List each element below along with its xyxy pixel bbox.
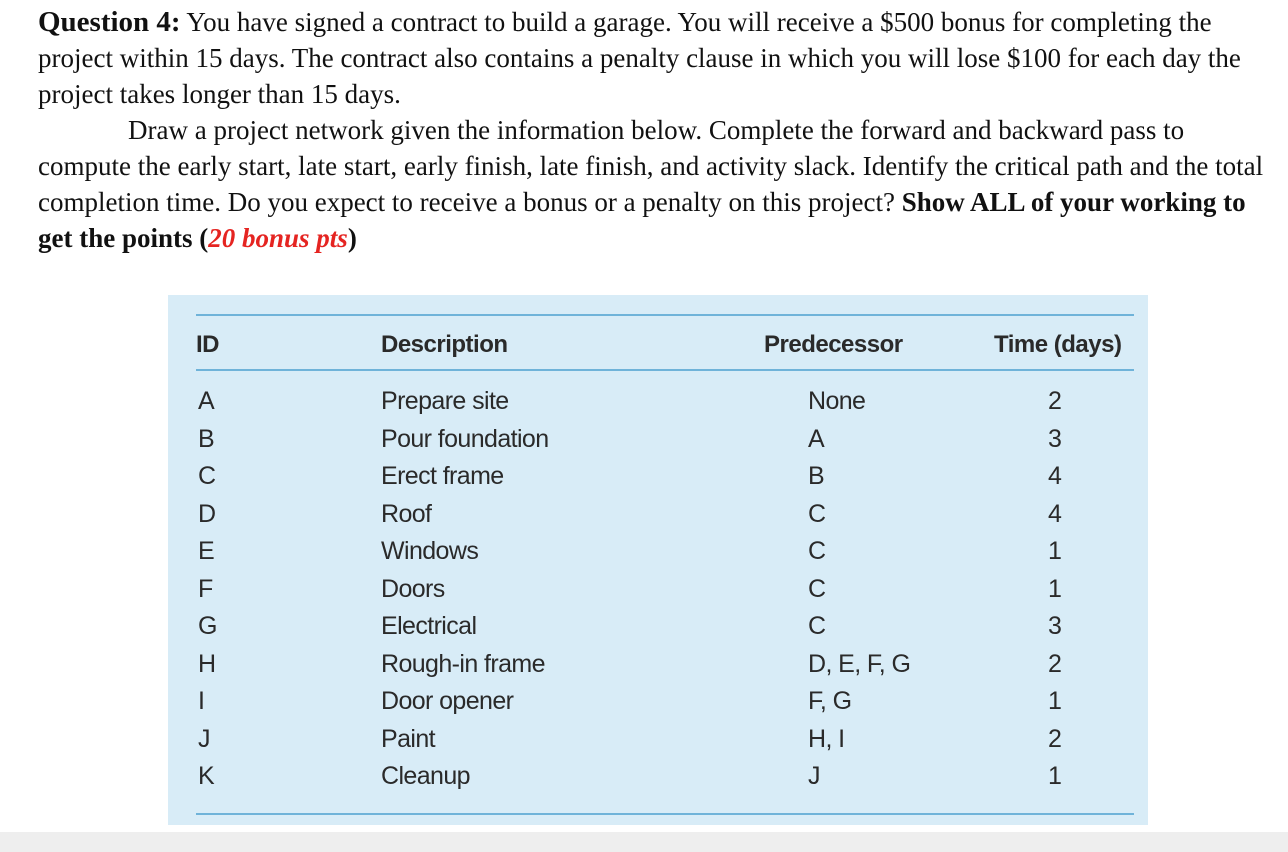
cell-description: Rough-in frame bbox=[381, 649, 545, 678]
cell-id: B bbox=[198, 424, 215, 453]
cell-predecessor: C bbox=[808, 612, 826, 640]
cell-predecessor: H, I bbox=[808, 724, 845, 753]
cell-time: 1 bbox=[1048, 687, 1062, 715]
cell-id: H bbox=[198, 649, 216, 678]
header-time: Time (days) bbox=[994, 331, 1122, 358]
cell-id: A bbox=[198, 387, 215, 415]
table-row bbox=[168, 423, 1148, 461]
table-row bbox=[168, 460, 1148, 498]
cell-predecessor: None bbox=[808, 387, 866, 415]
cell-id: E bbox=[198, 537, 215, 565]
table-row bbox=[168, 610, 1148, 648]
cell-predecessor: C bbox=[808, 574, 826, 603]
cell-description: Cleanup bbox=[381, 762, 470, 790]
cell-predecessor: B bbox=[808, 462, 825, 490]
table-row bbox=[168, 385, 1148, 423]
paren-close: ) bbox=[347, 223, 357, 253]
header-description: Description bbox=[381, 331, 508, 358]
cell-description: Doors bbox=[381, 574, 445, 603]
table-row bbox=[168, 535, 1148, 573]
question-instructions: Draw a project network given the information below. Complete the forward and backward pass to compute the early start, late start, early finish, late finish, and activity slack. Identify the critical path and the total completion time. Do you expect to receive a bonus or a penalty on this project? bbox=[38, 115, 1264, 217]
table-row bbox=[168, 685, 1148, 723]
cell-id: C bbox=[198, 462, 216, 490]
cell-time: 2 bbox=[1048, 649, 1062, 678]
paren-open: ( bbox=[192, 223, 209, 253]
cell-id: I bbox=[198, 687, 205, 715]
cell-predecessor: J bbox=[808, 762, 820, 790]
question-emphasis: Show ALL of your working to get the points bbox=[38, 187, 1246, 253]
question-intro-paragraph bbox=[38, 4, 1268, 112]
cell-id: D bbox=[198, 499, 216, 528]
cell-time: 1 bbox=[1048, 574, 1062, 603]
table-row bbox=[168, 498, 1148, 536]
cell-description: Erect frame bbox=[381, 462, 504, 490]
table-body bbox=[168, 385, 1148, 798]
cell-time: 1 bbox=[1048, 762, 1062, 790]
cell-description: Door opener bbox=[381, 687, 514, 715]
header-id: ID bbox=[196, 331, 219, 358]
cell-predecessor: C bbox=[808, 499, 826, 528]
cell-description: Prepare site bbox=[381, 387, 509, 415]
table-bottom-rule bbox=[196, 813, 1134, 815]
cell-id: K bbox=[198, 762, 215, 790]
cell-time: 3 bbox=[1048, 612, 1062, 640]
cell-description: Windows bbox=[381, 537, 479, 565]
question-label: Question 4: bbox=[38, 6, 181, 38]
cell-time: 1 bbox=[1048, 537, 1062, 565]
table-row bbox=[168, 573, 1148, 611]
table-row bbox=[168, 723, 1148, 761]
cell-time: 2 bbox=[1048, 724, 1062, 753]
question-intro: You have signed a contract to build a garage. You will receive a $500 bonus for completing the project within 15 days. The contract also contains a penalty clause in which you will lose $100 for each day the project takes longer than 15 days. bbox=[38, 7, 1241, 109]
cell-description: Pour foundation bbox=[381, 424, 549, 453]
cell-description: Electrical bbox=[381, 612, 477, 640]
cell-description: Paint bbox=[381, 724, 435, 753]
cell-time: 4 bbox=[1048, 499, 1062, 528]
cell-time: 3 bbox=[1048, 424, 1062, 453]
cell-predecessor: C bbox=[808, 537, 826, 565]
cell-id: G bbox=[198, 612, 217, 640]
bottom-strip bbox=[0, 832, 1288, 852]
question-instructions-paragraph bbox=[38, 112, 1268, 256]
table-row bbox=[168, 648, 1148, 686]
cell-id: F bbox=[198, 574, 213, 603]
bonus-points: 20 bonus pts bbox=[208, 223, 348, 253]
cell-predecessor: F, G bbox=[808, 687, 852, 715]
table-top-rule bbox=[196, 314, 1134, 316]
cell-time: 2 bbox=[1048, 387, 1062, 415]
cell-predecessor: A bbox=[808, 424, 825, 453]
table-row bbox=[168, 760, 1148, 798]
header-predecessor: Predecessor bbox=[764, 331, 903, 358]
table-header-rule bbox=[196, 369, 1134, 371]
cell-id: J bbox=[198, 724, 210, 753]
cell-predecessor: D, E, F, G bbox=[808, 649, 911, 678]
question-text bbox=[38, 4, 1268, 256]
activity-table bbox=[168, 295, 1148, 825]
cell-time: 4 bbox=[1048, 462, 1062, 490]
cell-description: Roof bbox=[381, 499, 432, 528]
